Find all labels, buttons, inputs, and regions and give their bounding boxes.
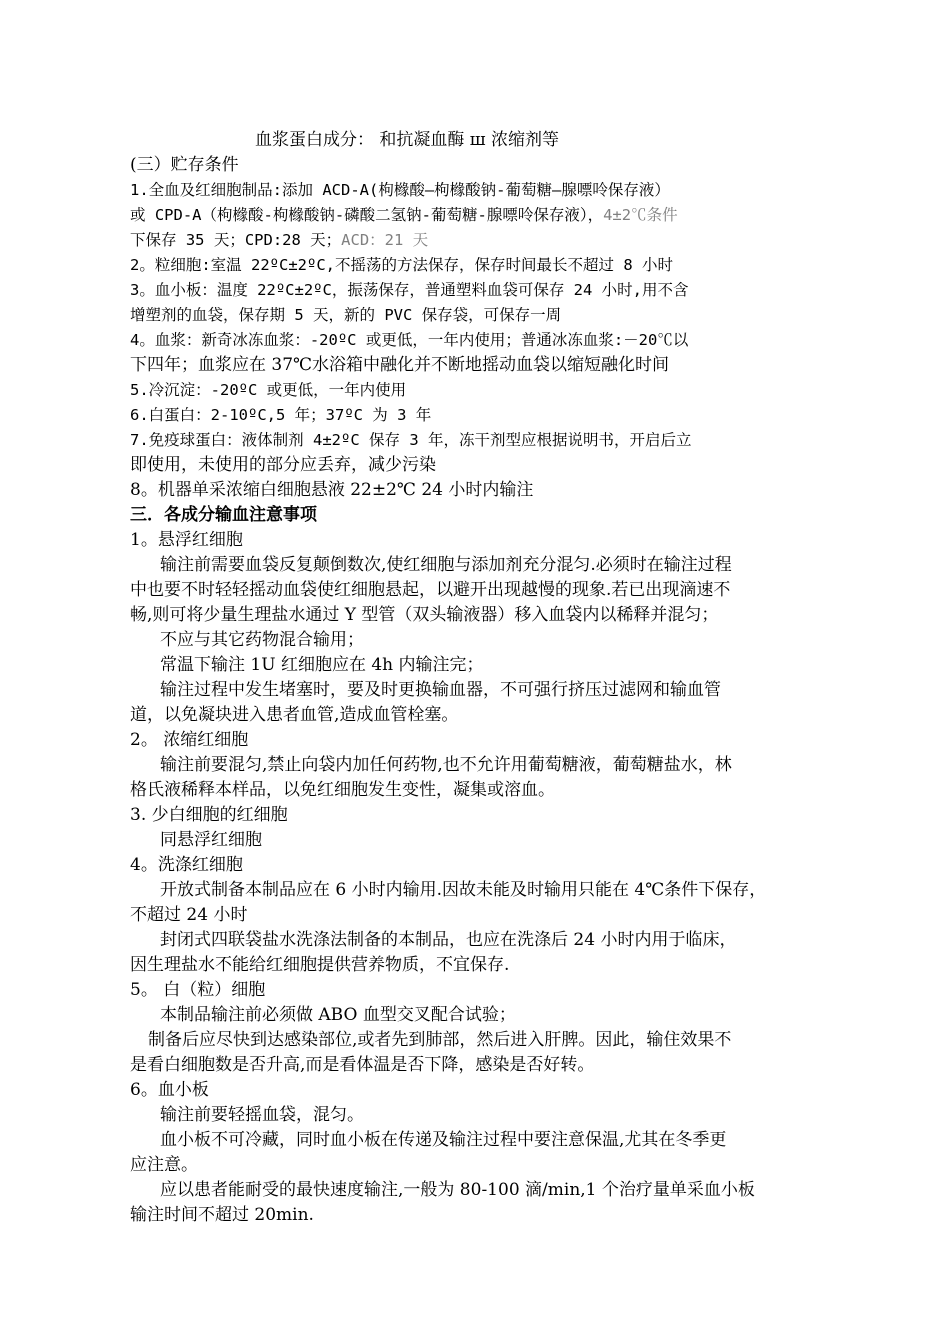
- text-line: 不超过 24 小时: [130, 905, 248, 925]
- text-line: 应注意。: [130, 1155, 198, 1175]
- text-line: 4。血浆：新奇冰冻血浆：-20ºC 或更低，一年内使用；普通冰冻血浆:－20℃以: [130, 331, 689, 349]
- subsection-heading: 6。血小板: [130, 1080, 209, 1100]
- text-span: 下保存 35 天；CPD:28 天；: [130, 231, 342, 249]
- text-line: 是看白细胞数是否升高,而是看体温是否下降，感染是否好转。: [130, 1055, 595, 1075]
- text-line: 输注过程中发生堵塞时，要及时更换输血器，不可强行挤压过滤网和输血管: [160, 680, 721, 700]
- text-line: 输注时间不超过 20min.: [130, 1205, 314, 1225]
- text-line: 8。机器单采浓缩白细胞悬液 22±2℃ 24 小时内输注: [130, 480, 534, 500]
- subsection-heading: 3. 少白细胞的红细胞: [130, 805, 288, 825]
- text-line: [130, 228, 810, 253]
- text-line: 输注前要混匀,禁止向袋内加任何药物,也不允许用葡萄糖液，葡萄糖盐水，林: [160, 755, 732, 775]
- text-line: 即使用，未使用的部分应丢弃，减少污染: [130, 455, 436, 475]
- text-line: 畅,则可将少量生理盐水通过 Y 型管（双头输液器）移入血袋内以稀释并混匀；: [130, 605, 719, 625]
- text-span: 或 CPD-A（枸橼酸-枸橼酸钠-磷酸二氢钠-葡萄糖-腺嘌呤保存液），: [130, 206, 604, 224]
- text-line: 2。粒细胞:室温 22ºC±2ºC,不摇荡的方法保存，保存时间最长不超过 8 小时: [130, 256, 673, 274]
- subsection-heading: 1。悬浮红细胞: [130, 530, 243, 550]
- text-line: 同悬浮红细胞: [160, 830, 262, 850]
- text-line: 下四年；血浆应在 37℃水浴箱中融化并不断地摇动血袋以缩短融化时间: [130, 355, 670, 375]
- text-line: 7.免疫球蛋白：液体制剂 4±2ºC 保存 3 年，冻干剂型应根据说明书，开启后立: [130, 431, 692, 449]
- gray-span: ACD：21 天: [341, 231, 429, 249]
- text-line: 制备后应尽快到达感染部位,或者先到肺部，然后进入肝脾。因此，输住效果不: [148, 1030, 732, 1050]
- text-line: 血小板不可冷藏，同时血小板在传递及输注过程中要注意保温,尤其在冬季更: [160, 1130, 727, 1150]
- text-line: 常温下输注 1U 红细胞应在 4h 内输注完；: [160, 655, 484, 675]
- text-line: 应以患者能耐受的最快速度输注,一般为 80-100 滴/min,1 个治疗量单采血小板: [160, 1180, 755, 1200]
- text-line: 1.全血及红细胞制品:添加 ACD-A(枸橼酸—枸橼酸钠-葡萄糖—腺嘌呤保存液）: [130, 181, 670, 199]
- text-line: 5.冷沉淀：-20ºC 或更低，一年内使用: [130, 381, 407, 399]
- text-line: 封闭式四联袋盐水洗涤法制备的本制品，也应在洗涤后 24 小时内用于临床，: [160, 930, 737, 950]
- text-line: 中也要不时轻轻摇动血袋使红细胞悬起，以避开出现越慢的现象.若已出现滴速不: [130, 580, 731, 600]
- text-line: 格氏液稀释本样品，以免红细胞发生变性，凝集或溶血。: [130, 780, 555, 800]
- subsection-heading: 4。洗涤红细胞: [130, 855, 243, 875]
- text-line: 血浆蛋白成分： 和抗凝血酶 ш 浓缩剂等: [255, 130, 560, 150]
- text-line: 3。血小板：温度 22ºC±2ºC，振荡保存，普通塑料血袋可保存 24 小时,用不含: [130, 281, 689, 299]
- text-line: 开放式制备本制品应在 6 小时内输用.因故未能及时输用只能在 4℃条件下保存，: [160, 880, 767, 900]
- text-line: 道，以免凝块进入患者血管,造成血管栓塞。: [130, 705, 459, 725]
- text-line: 增塑剂的血袋，保存期 5 天，新的 PVC 保存袋，可保存一周: [130, 306, 562, 324]
- section-heading: (三）贮存条件: [130, 155, 239, 175]
- text-line: [130, 203, 810, 228]
- subsection-heading: 2。 浓缩红细胞: [130, 730, 249, 750]
- text-line: 6.白蛋白：2-10ºC,5 年；37ºC 为 3 年: [130, 406, 432, 424]
- text-line: 因生理盐水不能给红细胞提供营养物质，不宜保存.: [130, 955, 510, 975]
- text-line: 输注前要轻摇血袋，混匀。: [160, 1105, 364, 1125]
- text-line: 本制品输注前必须做 ABO 血型交叉配合试验；: [160, 1005, 516, 1025]
- subsection-heading: 5。 白（粒）细胞: [130, 980, 266, 1000]
- gray-span: 4±2℃条件: [603, 206, 678, 224]
- section-heading: 三．各成分输血注意事项: [130, 505, 317, 525]
- text-line: 不应与其它药物混合输用；: [160, 630, 364, 650]
- text-line: 输注前需要血袋反复颠倒数次,使红细胞与添加剂充分混匀.必须时在输注过程: [160, 555, 732, 575]
